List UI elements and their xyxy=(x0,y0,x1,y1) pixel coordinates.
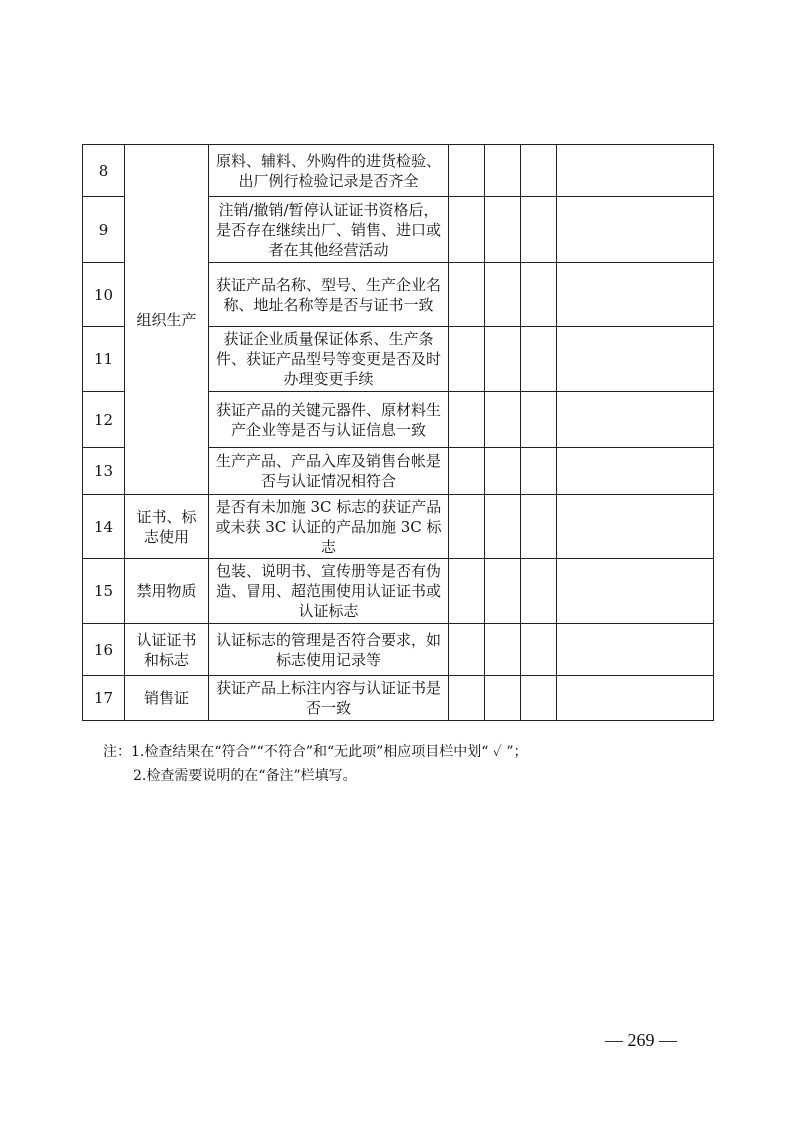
check-item-content: 获证产品的关键元器件、原材料生产企业等是否与认证信息一致 xyxy=(209,392,449,448)
check-item-content: 原料、辅料、外购件的进货检验、出厂例行检验记录是否齐全 xyxy=(209,145,449,197)
nonconform-cell[interactable] xyxy=(485,624,521,676)
row-number: 8 xyxy=(83,145,125,197)
row-number: 11 xyxy=(83,327,125,392)
table-row xyxy=(83,145,714,197)
check-item-content: 生产产品、产品入库及销售台帐是否与认证情况相符合 xyxy=(209,448,449,495)
conform-cell[interactable] xyxy=(449,197,485,263)
not-applicable-cell[interactable] xyxy=(521,145,557,197)
row-number: 17 xyxy=(83,676,125,721)
nonconform-cell[interactable] xyxy=(485,559,521,624)
category-cell: 证书、标志使用 xyxy=(125,495,209,559)
conform-cell[interactable] xyxy=(449,263,485,327)
remarks-cell[interactable] xyxy=(557,197,714,263)
check-item-content: 获证企业质量保证体系、生产条件、获证产品型号等变更是否及时办理变更手续 xyxy=(209,327,449,392)
not-applicable-cell[interactable] xyxy=(521,676,557,721)
not-applicable-cell[interactable] xyxy=(521,392,557,448)
conform-cell[interactable] xyxy=(449,327,485,392)
not-applicable-cell[interactable] xyxy=(521,624,557,676)
note-line-1: 注：1.检查结果在“符合”“不符合”和“无此项”相应项目栏中划“ ✓ ”； xyxy=(103,744,528,760)
check-item-content: 注销/撤销/暂停认证证书资格后，是否存在继续出厂、销售、进口或者在其他经营活动 xyxy=(209,197,449,263)
nonconform-cell[interactable] xyxy=(485,448,521,495)
table-row xyxy=(83,495,714,559)
not-applicable-cell[interactable] xyxy=(521,559,557,624)
not-applicable-cell[interactable] xyxy=(521,495,557,559)
not-applicable-cell[interactable] xyxy=(521,327,557,392)
conform-cell[interactable] xyxy=(449,495,485,559)
remarks-cell[interactable] xyxy=(557,559,714,624)
category-cell: 销售证 xyxy=(125,676,209,721)
conform-cell[interactable] xyxy=(449,392,485,448)
nonconform-cell[interactable] xyxy=(485,197,521,263)
remarks-cell[interactable] xyxy=(557,327,714,392)
row-number: 9 xyxy=(83,197,125,263)
page-number: — 269 — xyxy=(605,1030,677,1050)
note-line-2: 2.检查需要说明的在“备注”栏填写。 xyxy=(133,768,357,784)
row-number: 12 xyxy=(83,392,125,448)
not-applicable-cell[interactable] xyxy=(521,197,557,263)
conform-cell[interactable] xyxy=(449,624,485,676)
nonconform-cell[interactable] xyxy=(485,495,521,559)
not-applicable-cell[interactable] xyxy=(521,263,557,327)
nonconform-cell[interactable] xyxy=(485,263,521,327)
remarks-cell[interactable] xyxy=(557,495,714,559)
table-row xyxy=(83,559,714,624)
not-applicable-cell[interactable] xyxy=(521,448,557,495)
remarks-cell[interactable] xyxy=(557,676,714,721)
nonconform-cell[interactable] xyxy=(485,392,521,448)
nonconform-cell[interactable] xyxy=(485,145,521,197)
table-notes xyxy=(103,740,528,788)
check-item-content: 获证产品上标注内容与认证证书是否一致 xyxy=(209,676,449,721)
check-item-content: 是否有未加施 3C 标志的获证产品或未获 3C 认证的产品加施 3C 标志 xyxy=(209,495,449,559)
conform-cell[interactable] xyxy=(449,559,485,624)
check-item-content: 认证标志的管理是否符合要求，如标志使用记录等 xyxy=(209,624,449,676)
row-number: 16 xyxy=(83,624,125,676)
category-cell: 认证证书和标志 xyxy=(125,624,209,676)
row-number: 15 xyxy=(83,559,125,624)
row-number: 13 xyxy=(83,448,125,495)
remarks-cell[interactable] xyxy=(557,624,714,676)
remarks-cell[interactable] xyxy=(557,392,714,448)
category-cell: 禁用物质 xyxy=(125,559,209,624)
conform-cell[interactable] xyxy=(449,448,485,495)
remarks-cell[interactable] xyxy=(557,263,714,327)
table-row xyxy=(83,676,714,721)
row-number: 14 xyxy=(83,495,125,559)
conform-cell[interactable] xyxy=(449,676,485,721)
check-item-content: 获证产品名称、型号、生产企业名称、地址名称等是否与证书一致 xyxy=(209,263,449,327)
row-number: 10 xyxy=(83,263,125,327)
conform-cell[interactable] xyxy=(449,145,485,197)
remarks-cell[interactable] xyxy=(557,145,714,197)
check-item-content: 包装、说明书、宣传册等是否有伪造、冒用、超范围使用认证证书或认证标志 xyxy=(209,559,449,624)
nonconform-cell[interactable] xyxy=(485,327,521,392)
remarks-cell[interactable] xyxy=(557,448,714,495)
category-cell: 组织生产 xyxy=(125,145,209,495)
table-row xyxy=(83,624,714,676)
inspection-checklist-table xyxy=(82,144,714,721)
nonconform-cell[interactable] xyxy=(485,676,521,721)
